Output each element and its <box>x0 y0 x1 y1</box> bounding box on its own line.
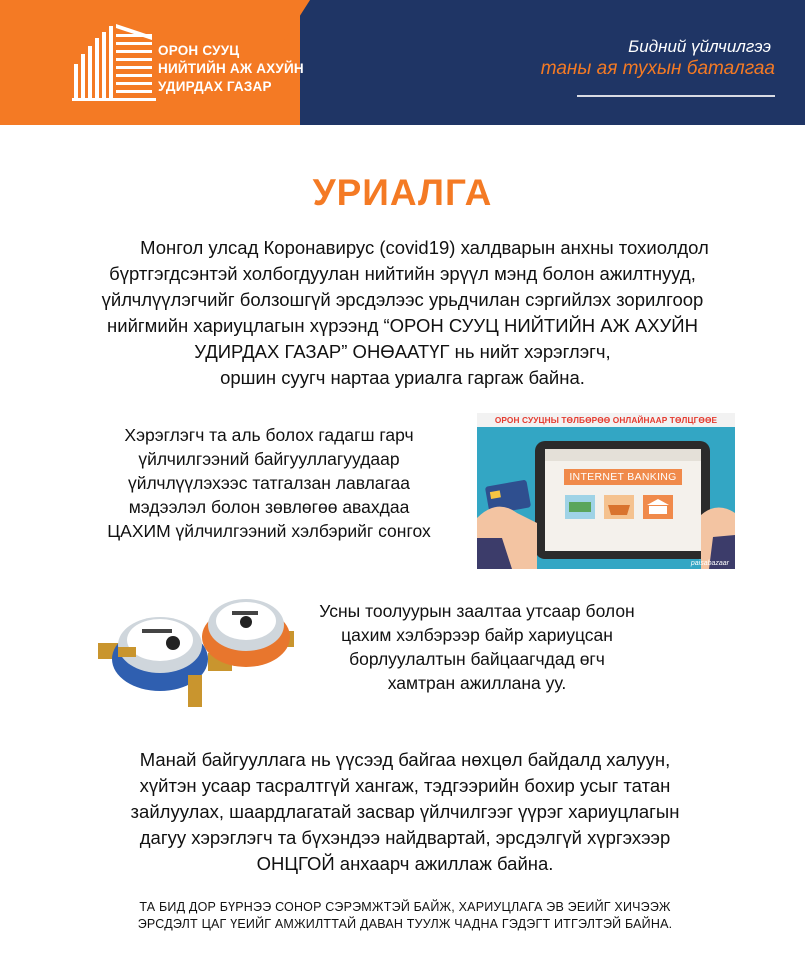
paragraph-line: хүйтэн усаар тасралтгүй хангаж, тэдгээрийн бохир усыг татан <box>139 775 671 796</box>
paragraph-line: борлуулалтын байцаагчдад өгч <box>349 649 605 669</box>
header-banner <box>0 0 805 125</box>
meter-reading-paragraph <box>292 599 662 695</box>
paragraph-line: ОНЦГОЙ анхаарч ажиллаж байна. <box>256 853 554 874</box>
organization-name <box>158 42 304 96</box>
paragraph-line: ЦАХИМ үйлчилгээний хэлбэрийг сонгох <box>107 521 431 541</box>
slogan-bottom-line: таны ая тухын баталгаа <box>540 58 775 79</box>
paragraph-line: мэдээлэл болон зөвлөгөө авахдаа <box>128 497 410 517</box>
intro-line: Монгол улсад Коронавирус (covid19) халдварын анхны тохиолдол <box>140 237 709 258</box>
commitment-paragraph <box>60 747 750 877</box>
internet-banking-label: INTERNET BANKING <box>564 469 682 485</box>
paragraph-line: үйлчлүүлэхээс татгалзан лавлагаа <box>128 473 410 493</box>
footer-message <box>60 899 750 933</box>
paragraph-line: Усны тоолуурын заалтаа утсаар болон <box>319 601 635 621</box>
intro-paragraph <box>50 235 755 391</box>
footer-line: ЭРСДЭЛТ ЦАГ ҮЕИЙГ АМЖИЛТТАЙ ДАВАН ТУУЛЖ ЧАДНА ГЭДЭГТ ИТГЭЛТЭЙ БАЙНА. <box>137 917 673 931</box>
intro-line: бүртгэгдсэнтэй холбогдуулан нийтийн эрүүл мэнд болон ажилтнууд, <box>109 263 696 284</box>
intro-line: үйлчлүүлэгчийг болзошгүй эрсдэлээс урьдчилан сэргийлэх зорилгоор <box>101 289 704 310</box>
slogan-divider <box>577 95 775 97</box>
slogan-top-line: Бидний үйлчилгээ <box>628 37 771 56</box>
paragraph-line: үйлчилгээний байгууллагуудаар <box>138 449 400 469</box>
paragraph-line: Манай байгууллага нь үүсээд байгаа нөхцөл байдалд халуун, <box>139 749 671 770</box>
banking-caption: ОРОН СУУЦНЫ ТӨЛБӨРӨӨ ОНЛАЙНААР ТӨЛЦГӨӨЕ <box>494 415 718 425</box>
intro-line: нийгмийн хариуцлагын хүрээнд “ОРОН СУУЦ НИЙТИЙН АЖ АХУЙН <box>107 315 698 336</box>
intro-line: УДИРДАХ ГАЗАР” ОНӨААТҮГ нь нийт хэрэглэгч, <box>194 341 611 362</box>
org-name-line-3: УДИРДАХ ГАЗАР <box>158 79 272 94</box>
image-watermark: paisabazaar <box>690 560 729 567</box>
intro-line: оршин суугч нартаа уриалга гаргаж байна. <box>220 367 585 388</box>
page-title: УРИАЛГА <box>312 172 493 213</box>
internet-banking-illustration <box>477 413 735 569</box>
paragraph-line: дагуу хэрэглэгч та бүхэндээ найдвартай, эрсдэлгүй хүргэхээр <box>139 827 671 848</box>
org-name-line-2: НИЙТИЙН АЖ АХУЙН <box>158 61 304 76</box>
paragraph-line: цахим хэлбэрээр байр хариуцсан <box>341 625 613 645</box>
tablet-icon <box>477 413 735 569</box>
org-name-line-1: ОРОН СУУЦ <box>158 43 240 58</box>
paragraph-line: хамтран ажиллана уу. <box>387 673 567 693</box>
paragraph-line: Хэрэглэгч та аль болох гадагш гарч <box>124 425 414 445</box>
footer-line: ТА БИД ДОР БҮРНЭЭ СОНОР СЭРЭМЖТЭЙ БАЙЖ, ХАРИУЦЛАГА ЭВ ЭЕИЙГ ХИЧЭЭЖ <box>139 900 671 914</box>
paragraph-line: зайлуулах, шаардлагатай засвар үйлчилгээг үүрэг хариуцлагын <box>130 801 680 822</box>
online-service-paragraph <box>70 423 468 543</box>
water-meter-icon <box>98 585 294 710</box>
slogan <box>541 37 775 81</box>
building-logo-icon <box>72 24 156 102</box>
